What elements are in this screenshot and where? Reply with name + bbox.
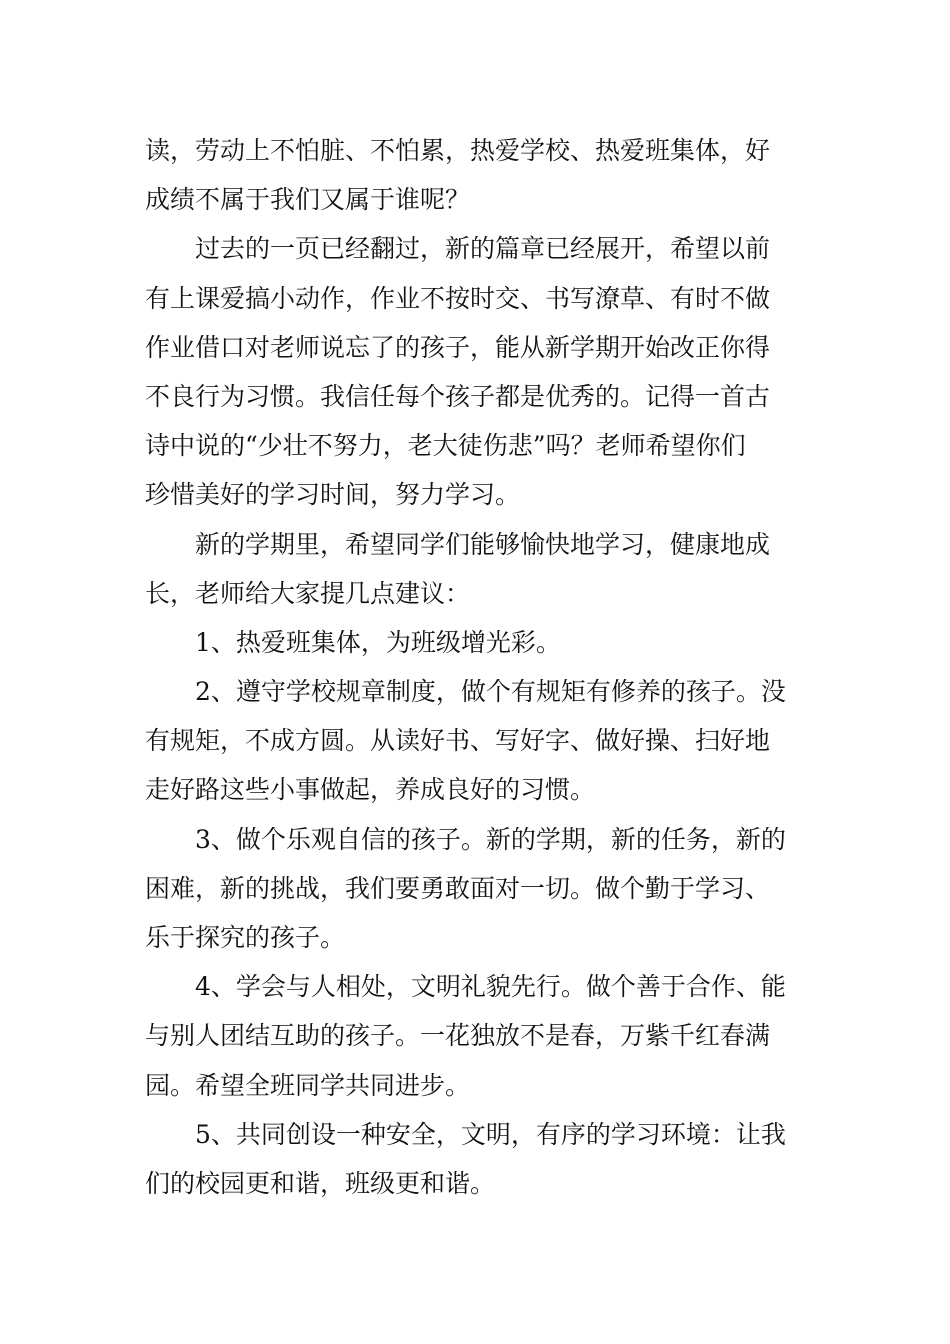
paragraph-start-line: 过去的一页已经翻过，新的篇章已经展开，希望以前 xyxy=(195,234,771,264)
text-line: 有上课爱搞小动作，作业不按时交、书写潦草、有时不做 xyxy=(145,283,771,313)
text-line: 成绩不属于我们又属于谁呢？ xyxy=(145,185,471,215)
text-line: 长，老师给大家提几点建议： xyxy=(145,578,471,608)
text-line: 有规矩，不成方圆。从读好书、写好字、做好操、扫好地 xyxy=(145,726,771,756)
list-item-4: 4、学会与人相处，文明礼貌先行。做个善于合作、能 xyxy=(195,972,786,1002)
list-item-2: 2、遵守学校规章制度，做个有规矩有修养的孩子。没 xyxy=(195,677,786,707)
text-line: 读，劳动上不怕脏、不怕累，热爱学校、热爱班集体，好 xyxy=(145,136,771,165)
text-line: 乐于探究的孩子。 xyxy=(145,923,346,952)
paragraph-start-line: 新的学期里，希望同学们能够愉快地学习，健康地成 xyxy=(195,529,771,559)
list-item-3: 3、做个乐观自信的孩子。新的学期，新的任务，新的 xyxy=(195,824,786,854)
text-line: 作业借口对老师说忘了的孩子，能从新学期开始改正你得 xyxy=(145,332,771,362)
document-body xyxy=(145,126,810,1208)
text-line: 珍惜美好的学习时间，努力学习。 xyxy=(145,480,521,510)
text-line: 们的校园更和谐，班级更和谐。 xyxy=(145,1168,496,1198)
list-item-5: 5、共同创设一种安全，文明，有序的学习环境：让我 xyxy=(195,1119,786,1149)
text-line: 不良行为习惯。我信任每个孩子都是优秀的。记得一首古 xyxy=(145,381,771,411)
list-item-1: 1、热爱班集体，为班级增光彩。 xyxy=(195,627,561,657)
text-line: 走好路这些小事做起，养成良好的习惯。 xyxy=(145,775,596,805)
text-line: 诗中说的“少壮不努力，老大徒伤悲”吗？老师希望你们 xyxy=(145,431,746,461)
text-line: 与别人团结互助的孩子。一花独放不是春，万紫千红春满 xyxy=(145,1021,771,1051)
text-line: 困难，新的挑战，我们要勇敢面对一切。做个勤于学习、 xyxy=(145,873,771,903)
text-line: 园。希望全班同学共同进步。 xyxy=(145,1070,471,1100)
